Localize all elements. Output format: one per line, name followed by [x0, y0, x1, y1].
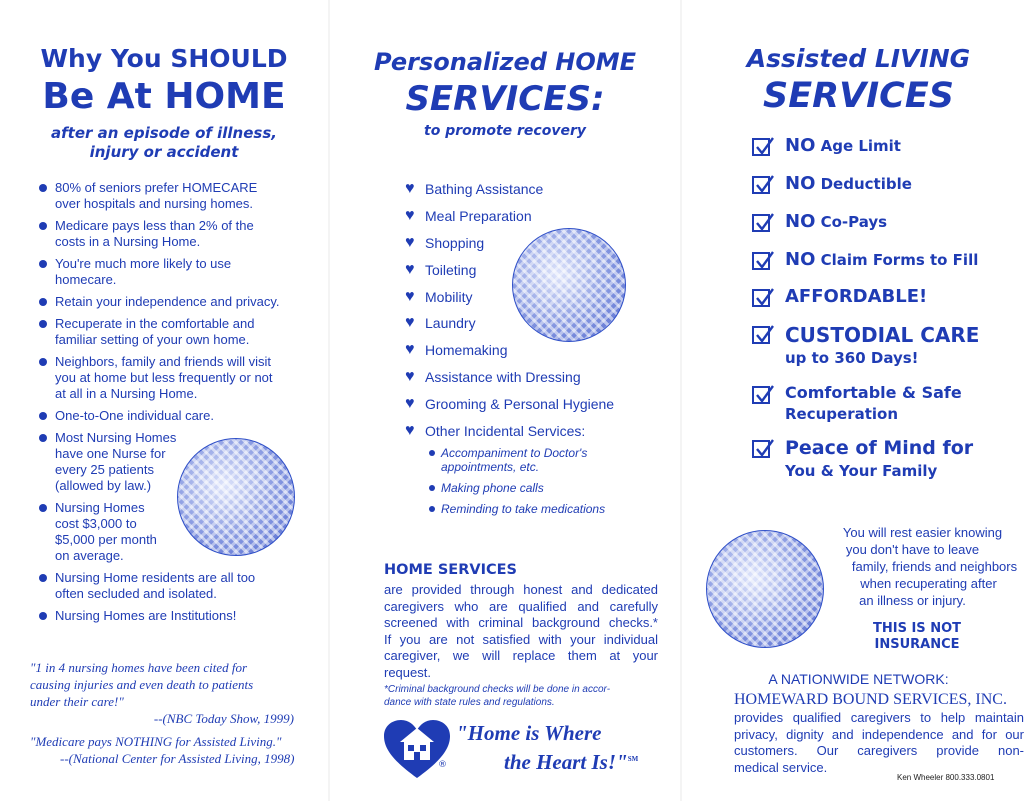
- service-item: [405, 417, 675, 444]
- reason-line: Retain your independence and privacy.: [55, 294, 280, 309]
- quote-ncal: [30, 733, 320, 767]
- checklist-rest: Co-Pays: [815, 213, 888, 231]
- checklist-rest: Deductible: [815, 175, 912, 193]
- home-services-text: [384, 582, 658, 682]
- footnote-line2: dance with state rules and regulations.: [384, 697, 555, 708]
- rest-easy-line: an illness or injury.: [859, 593, 966, 608]
- reason-line: (allowed by law.): [55, 478, 152, 493]
- reason-line: $5,000 per month: [55, 532, 157, 547]
- reason-line: over hospitals and nursing homes.: [55, 196, 254, 211]
- checklist-emphasis: Peace of Mind for: [785, 437, 974, 459]
- registered-mark: ®: [438, 760, 447, 770]
- service-label: Assistance with Dressing: [425, 368, 581, 385]
- checklist-line: [785, 323, 979, 347]
- reason-item: [38, 180, 320, 212]
- checklist-emphasis: NO: [785, 249, 816, 270]
- incidental-line: Accompaniment to Doctor's: [441, 446, 588, 460]
- reason-item: [38, 294, 320, 310]
- service-label: Toileting: [425, 261, 477, 278]
- reason-line: have one Nurse for: [55, 446, 166, 461]
- service-item: [405, 176, 675, 203]
- reason-line: You're much more likely to use: [55, 256, 232, 271]
- reason-line: Recuperate in the comfortable and: [55, 316, 255, 331]
- reason-item: [38, 218, 320, 250]
- reason-line: Medicare pays less than 2% of the: [55, 218, 254, 233]
- reason-line: often secluded and isolated.: [55, 586, 217, 601]
- incidental-item: [428, 446, 668, 474]
- panel-assisted-living: [682, 0, 1035, 801]
- reason-item: [38, 570, 320, 602]
- patient-photo: [177, 438, 295, 556]
- checklist-emphasis: NO: [785, 173, 816, 194]
- incidental-services-list: [428, 446, 668, 523]
- reason-line: Nursing Homes: [55, 500, 145, 515]
- service-label: Shopping: [425, 234, 485, 251]
- incidental-line: Reminding to take medications: [441, 502, 606, 516]
- heart-icon: ♥: [405, 421, 415, 439]
- home-services-line: request.: [384, 664, 431, 680]
- reason-line: familiar setting of your own home.: [55, 332, 250, 347]
- checklist-line: [785, 286, 927, 307]
- checklist-emphasis: NO: [785, 135, 816, 156]
- checklist-subline: up to 360 Days!: [785, 349, 919, 367]
- panel-home-services: [330, 0, 680, 801]
- checkbox-icon: [752, 176, 770, 194]
- quote-nbc-line3: under their care!": [30, 694, 124, 709]
- checkbox-icon: [752, 138, 770, 156]
- company-line: provides qualified caregivers to help maintain: [734, 710, 1024, 725]
- footnote-line1: *Criminal background checks will be done in accor-: [384, 684, 611, 695]
- company-line: medical service.: [734, 759, 828, 775]
- heart-icon: ♥: [405, 260, 415, 278]
- company-name: HOMEWARD BOUND SERVICES, INC.: [734, 691, 1007, 708]
- home-services-line: are provided through honest and dedicated: [384, 582, 658, 597]
- rest-easy-line: you don't have to leave: [845, 542, 980, 557]
- heart-icon: ♥: [405, 233, 415, 251]
- panel1-subtitle-line1: after an episode of illness,: [51, 124, 277, 142]
- heart-icon: ♥: [405, 314, 415, 332]
- slogan-line2: the Heart Is!"℠: [504, 750, 639, 774]
- reason-line: Nursing Homes are Institutions!: [55, 608, 237, 623]
- service-label: Meal Preparation: [425, 208, 532, 225]
- quote-nbc-source: --(NBC Today Show, 1999): [153, 711, 294, 726]
- checklist-line: [785, 249, 978, 270]
- heart-icon: ♥: [405, 180, 415, 198]
- heart-house-logo-icon: [382, 718, 452, 782]
- reason-item: [38, 256, 320, 288]
- reason-line: every 25 patients: [55, 462, 155, 477]
- checkbox-icon: [752, 326, 770, 344]
- reason-line: Nursing Home residents are all too: [55, 570, 256, 585]
- panel2-title-line1: Personalized HOME: [373, 48, 637, 76]
- heart-icon: ♥: [405, 207, 415, 225]
- service-item: [405, 364, 675, 391]
- quote-nbc: [30, 659, 320, 727]
- checklist-line: [785, 437, 973, 459]
- reason-item: [38, 608, 320, 624]
- checklist-subline: You & Your Family: [785, 462, 938, 480]
- reason-line: on average.: [55, 548, 124, 563]
- reason-item: [38, 316, 320, 348]
- reason-line: homecare.: [55, 272, 117, 287]
- service-label: Grooming & Personal Hygiene: [425, 395, 615, 412]
- rest-easy-text: [820, 524, 1025, 609]
- reason-line: cost $3,000 to: [55, 516, 137, 531]
- company-line: privacy, dignity and independence and for our: [734, 726, 1024, 742]
- checklist-line: [785, 383, 962, 402]
- incidental-item: [428, 481, 668, 495]
- quote-nbc-line2: causing injuries and even death to patients: [30, 677, 254, 692]
- reason-item: [38, 408, 320, 424]
- service-item: [405, 337, 675, 364]
- not-insurance-line2: INSURANCE: [874, 637, 960, 652]
- quote-nbc-line1: "1 in 4 nursing homes have been cited for: [30, 660, 248, 675]
- service-label: Other Incidental Services:: [425, 422, 586, 439]
- reason-line: you at home but less frequently or not: [55, 370, 273, 385]
- service-item: [405, 390, 675, 417]
- checklist-rest: Age Limit: [815, 137, 901, 155]
- home-services-heading: HOME SERVICES: [384, 562, 517, 578]
- home-services-line: caregiver, we will replace them at your: [384, 648, 658, 664]
- service-item: [405, 203, 675, 230]
- service-label: Mobility: [425, 288, 473, 305]
- checkbox-icon: [752, 252, 770, 270]
- reason-line: 80% of seniors prefer HOMECARE: [55, 180, 258, 195]
- rest-easy-line: when recuperating after: [860, 576, 997, 591]
- reason-item: [38, 354, 320, 402]
- checklist-emphasis: NO: [785, 211, 816, 232]
- reason-line: Most Nursing Homes: [55, 430, 177, 445]
- service-label: Bathing Assistance: [425, 181, 544, 198]
- rest-easy-line: family, friends and neighbors: [851, 559, 1018, 574]
- quote-ncal-source: --(National Center for Assisted Living, 1998): [60, 751, 295, 766]
- services-list: [405, 176, 675, 444]
- slogan-line1: "Home is Where: [456, 721, 602, 745]
- reason-line: Neighbors, family and friends will visit: [55, 354, 272, 369]
- slogan: [456, 720, 638, 775]
- service-item: [405, 256, 675, 283]
- panel2-title-line2: SERVICES:: [405, 79, 605, 119]
- service-item: [405, 230, 675, 257]
- panel1-title-line2: Be At HOME: [42, 76, 286, 117]
- company-line: customers. Our caregivers provide non-: [734, 743, 1024, 758]
- checklist-subline: Recuperation: [785, 405, 899, 423]
- network-label: A NATIONWIDE NETWORK:: [768, 671, 949, 687]
- quote-ncal-line1: "Medicare pays NOTHING for Assisted Living.": [30, 734, 282, 749]
- checkbox-icon: [752, 289, 770, 307]
- checklist-line: [785, 173, 912, 194]
- checklist-emphasis: CUSTODIAL CARE: [785, 323, 980, 347]
- incidental-line: Making phone calls: [441, 481, 544, 495]
- reason-line: costs in a Nursing Home.: [55, 234, 201, 249]
- home-services-line: screened with criminal background checks.*: [384, 615, 658, 631]
- home-services-line: caregivers who are qualified and carefully: [384, 598, 658, 614]
- panel-why-home: [0, 0, 328, 801]
- incidental-item: [428, 502, 668, 516]
- reason-line: at all in a Nursing Home.: [55, 386, 198, 401]
- not-insurance-line1: THIS IS NOT: [873, 621, 961, 636]
- checklist-emphasis: AFFORDABLE!: [785, 286, 928, 307]
- checklist-line: [785, 135, 901, 156]
- company-description: [734, 710, 1024, 776]
- elder-photo: [706, 530, 824, 648]
- heart-icon: ♥: [405, 341, 415, 359]
- rest-easy-line: You will rest easier knowing: [842, 525, 1003, 540]
- heart-icon: ♥: [405, 287, 415, 305]
- reason-line: One-to-One individual care.: [55, 408, 214, 423]
- not-insurance: [842, 621, 992, 653]
- panel2-subtitle: to promote recovery: [424, 123, 586, 139]
- reasons-list: [38, 180, 320, 630]
- footnote: [384, 683, 658, 709]
- service-label: Laundry: [425, 315, 476, 332]
- panel1-subtitle-line2: injury or accident: [89, 143, 239, 161]
- panel3-title-line2: SERVICES: [763, 76, 954, 116]
- service-item: [405, 283, 675, 310]
- heart-icon: ♥: [405, 394, 415, 412]
- service-item: [405, 310, 675, 337]
- checkbox-icon: [752, 214, 770, 232]
- checklist-line: [785, 211, 887, 232]
- checkbox-icon: [752, 440, 770, 458]
- panel3-title-line1: Assisted LIVING: [746, 44, 971, 73]
- home-services-line: If you are not satisfied with your individual: [384, 631, 658, 647]
- checklist-emphasis: Comfortable & Safe: [785, 383, 962, 402]
- service-label: Homemaking: [425, 342, 508, 359]
- contact-info: Ken Wheeler 800.333.0801: [897, 773, 995, 782]
- checklist-rest: Claim Forms to Fill: [815, 251, 979, 269]
- incidental-line: appointments, etc.: [441, 460, 540, 474]
- heart-icon: ♥: [405, 367, 415, 385]
- panel1-title-line1: Why You SHOULD: [40, 44, 288, 73]
- checkbox-icon: [752, 386, 770, 404]
